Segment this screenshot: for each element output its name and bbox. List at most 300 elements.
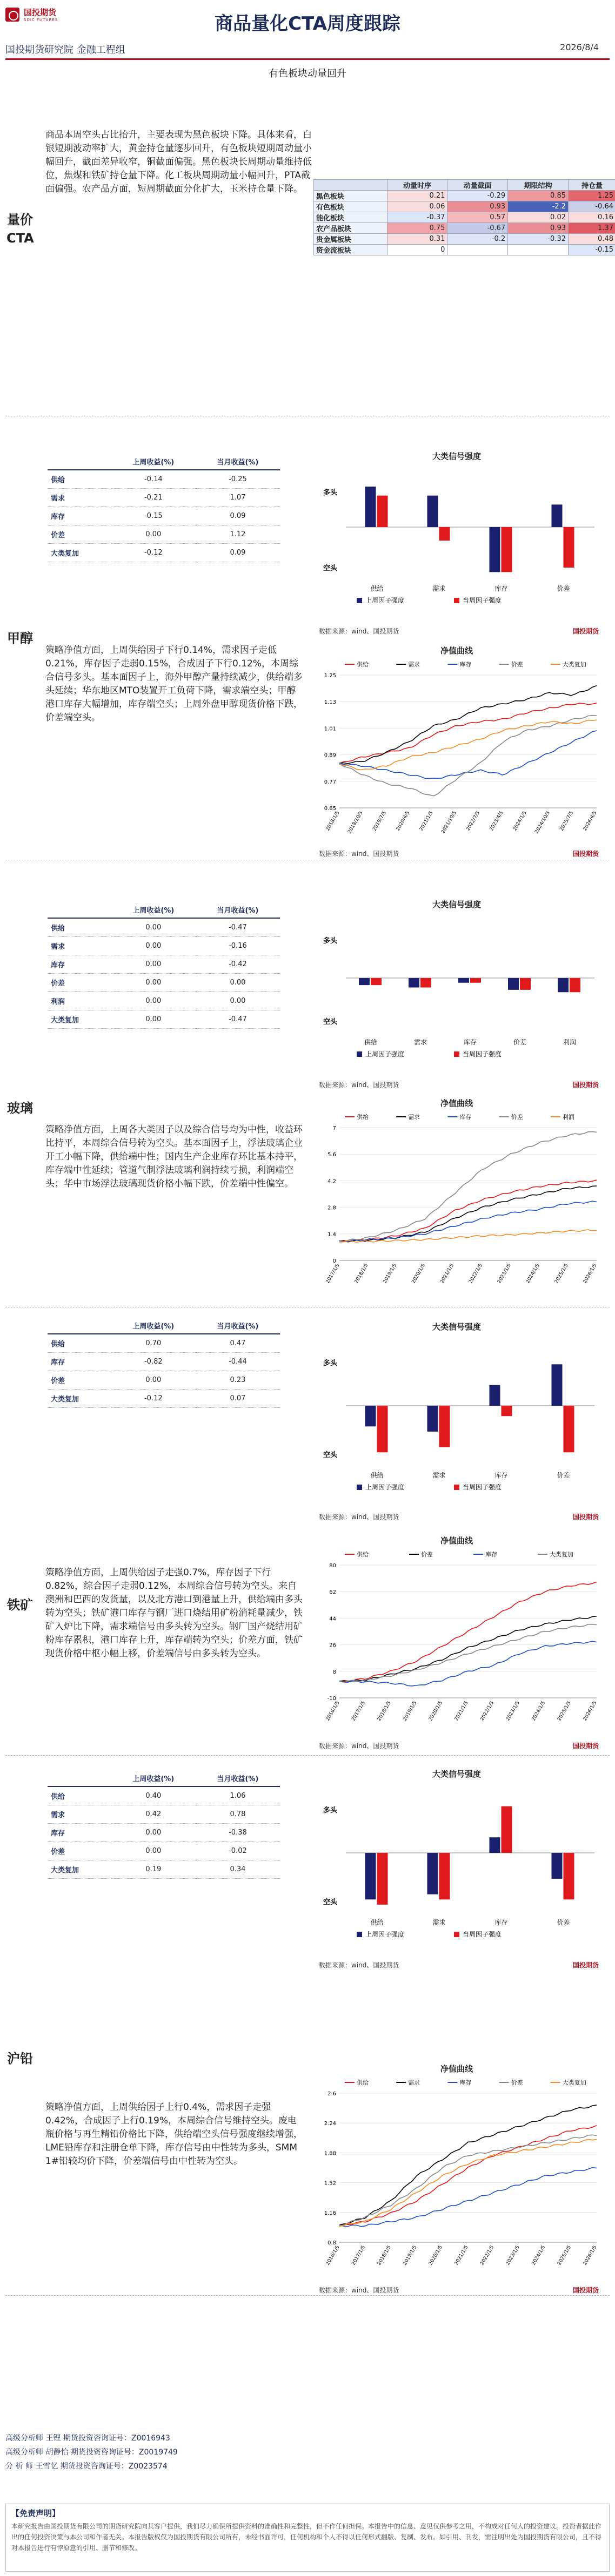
row-label: 供给	[48, 1786, 111, 1805]
analyst-line-3: 分 析 师 王雪忆 期货投资咨询证号：Z0023574	[5, 2462, 168, 2471]
legend-label: 需求	[408, 2079, 420, 2086]
x-tick-label: 2022/1/5	[468, 1263, 484, 1285]
section-label-iron: 铁矿	[7, 1597, 33, 1613]
x-tick-label: 2020/1/5	[411, 1263, 427, 1285]
signal-bar	[427, 1406, 438, 1432]
table-cell: -0.47	[196, 1010, 280, 1028]
y-tick-label: 7	[332, 1125, 336, 1131]
category-label: 库存	[494, 1919, 508, 1926]
signal-bar	[365, 487, 376, 527]
legend-label: 当周因子强度	[463, 597, 502, 604]
table-cell: -0.82	[111, 1352, 196, 1371]
section-divider	[5, 1755, 610, 1756]
table-cell: -0.44	[196, 1352, 280, 1371]
x-tick-label: 2024/1/5	[531, 1700, 547, 1722]
table-cell: 0.00	[111, 1823, 196, 1842]
table-cell: -0.32	[508, 234, 569, 245]
table-cell: 0.93	[508, 223, 569, 234]
table-cell: 0.09	[196, 507, 280, 525]
table-row	[48, 1010, 280, 1028]
report-title: 商品量化CTA周度跟踪	[215, 13, 400, 35]
x-tick-label: 2021/1/5	[439, 1263, 456, 1285]
signal-bar	[552, 504, 563, 527]
table-cell: 0.19	[111, 1860, 196, 1878]
x-tick-label: 2020/4/5	[395, 810, 411, 832]
table-cell: 0.31	[387, 234, 447, 245]
row-label: 价差	[48, 1371, 111, 1389]
table-cell	[447, 245, 508, 255]
series-line	[339, 2168, 597, 2227]
short-label: 空头	[323, 564, 338, 572]
lead-summary: 策略净值方面，上周供给因子上行0.4%，需求因子走强0.42%，合成因子上行0.19%，本周综合信号维持空头。废电瓶价格与再生精铅价格比下降，供给端空头信号强度继续增强，LME铅库存和注册仓单下降，库存信号由中性转为多头，SMM 1#铅较均价下降，价差端信号由中性转为空头。	[45, 2102, 303, 2167]
signal-bar	[490, 1837, 500, 1853]
legend-label: 供给	[357, 2079, 369, 2086]
signal-bar	[490, 527, 500, 572]
signal-bar	[427, 496, 438, 527]
column-header: 持仓量	[569, 180, 615, 191]
table-cell: -2.2	[508, 201, 569, 212]
row-label: 库存	[48, 955, 111, 973]
brand-mark: 国投期货	[573, 628, 599, 635]
lead-signal-chart	[313, 1780, 605, 1958]
legend-label: 当周因子强度	[463, 1931, 502, 1938]
x-tick-label: 2023/4/5	[489, 810, 505, 832]
y-tick-label: 0	[332, 1258, 336, 1264]
table-row	[48, 507, 280, 525]
x-tick-label: 2016/1/5	[325, 1700, 341, 1722]
table-cell: 0.47	[196, 1334, 280, 1352]
legend-swatch	[454, 598, 459, 603]
signal-bar	[502, 1806, 512, 1853]
x-tick-label: 2026/4/5	[582, 810, 598, 832]
column-header: 当月收益(%)	[196, 454, 280, 470]
table-cell: 0.00	[111, 1371, 196, 1389]
signal-bar	[365, 1406, 376, 1426]
signal-bar	[371, 978, 382, 985]
table-header-row	[48, 1318, 280, 1334]
short-label: 空头	[323, 1018, 338, 1026]
x-tick-label: 2023/1/5	[505, 2244, 521, 2267]
legend-label: 需求	[408, 661, 420, 668]
table-row	[314, 201, 615, 212]
table-cell: 0.78	[196, 1805, 280, 1823]
row-label: 价差	[48, 973, 111, 992]
x-tick-label: 2021/1/5	[418, 810, 434, 832]
table-row	[314, 234, 615, 245]
signal-bar	[359, 978, 370, 985]
y-tick-label: 2.8	[327, 1205, 336, 1211]
row-label: 大类复加	[48, 1010, 111, 1028]
legend-label: 库存	[459, 2079, 472, 2086]
series-line	[339, 1186, 597, 1242]
y-tick-label: 4.2	[327, 1178, 336, 1185]
table-cell: 0.93	[447, 201, 508, 212]
table-header-row	[48, 454, 280, 470]
y-tick-label: 0.89	[324, 752, 336, 759]
table-cell: 0	[387, 245, 447, 255]
signal-bar	[439, 1853, 450, 1899]
row-label: 需求	[48, 1805, 111, 1823]
signal-bar	[420, 978, 431, 988]
table-cell: -0.29	[447, 191, 508, 201]
x-tick-label: 2021/1/5	[453, 2244, 470, 2267]
row-label: 利润	[48, 992, 111, 1010]
x-tick-label: 2022/1/5	[479, 1700, 496, 1722]
series-line	[339, 1624, 597, 1682]
table-cell: 0.00	[196, 992, 280, 1010]
signal-bar	[564, 1406, 574, 1452]
table-cell: -0.37	[387, 212, 447, 223]
glass-signal-title: 大类信号强度	[432, 900, 481, 909]
table-cell: -0.38	[196, 1823, 280, 1842]
legend-label: 当周因子强度	[463, 1483, 502, 1491]
table-cell: 0.09	[196, 543, 280, 562]
table-cell: -0.12	[111, 543, 196, 562]
table-row	[48, 543, 280, 562]
table-cell: 0.00	[111, 973, 196, 992]
x-tick-label: 2017/1/5	[351, 2244, 367, 2267]
glass-factor-table	[48, 902, 280, 1029]
signal-bar	[564, 1853, 574, 1899]
signal-bar	[490, 1385, 500, 1406]
category-label: 需求	[432, 1919, 446, 1926]
legend-label: 库存	[485, 1551, 497, 1558]
row-label: 库存	[48, 507, 111, 525]
column-header	[48, 902, 111, 918]
legend-label: 大类复加	[562, 2079, 586, 2086]
legend-swatch	[357, 598, 362, 603]
table-cell: 0.40	[111, 1786, 196, 1805]
table-row	[314, 223, 615, 234]
methanol-signal-title: 大类信号强度	[432, 451, 481, 461]
column-header: 上周收益(%)	[111, 454, 196, 470]
column-header: 当月收益(%)	[196, 902, 280, 918]
methanol-net-chart	[313, 657, 605, 846]
column-header: 当月收益(%)	[196, 1770, 280, 1786]
category-label: 库存	[494, 585, 508, 592]
y-tick-label: 0.77	[324, 779, 336, 785]
table-cell: 1.12	[196, 525, 280, 543]
series-line	[339, 1582, 597, 1682]
legend-label: 供给	[357, 1551, 369, 1558]
table-cell: 0.00	[111, 955, 196, 973]
table-row	[48, 1786, 280, 1805]
logo-text: 国投期货	[24, 8, 57, 17]
table-cell: 0.75	[387, 223, 447, 234]
x-tick-label: 2025/1/5	[557, 1700, 572, 1722]
table-cell: 0.00	[196, 973, 280, 992]
table-cell: 1.37	[569, 223, 615, 234]
legend-label: 价差	[421, 1551, 433, 1558]
section-label-glass: 玻璃	[7, 1101, 33, 1116]
category-label: 需求	[432, 585, 446, 592]
table-row	[48, 1389, 280, 1407]
signal-bar	[520, 978, 531, 990]
report-subtitle: 有色板块动量回升	[269, 68, 346, 79]
table-cell: -0.42	[196, 955, 280, 973]
x-tick-label: 2018/1/5	[376, 1700, 392, 1722]
legend-label: 当周因子强度	[463, 1050, 502, 1058]
row-label: 黑色板块	[314, 191, 387, 201]
report-date: 2026/8/4	[560, 42, 599, 52]
x-tick-label: 2018/1/5	[353, 1263, 370, 1285]
table-cell: 0.21	[387, 191, 447, 201]
glass-signal-chart	[313, 911, 605, 1078]
table-cell: -0.15	[569, 245, 615, 255]
iron-factor-table	[48, 1318, 280, 1408]
category-label: 供给	[364, 1039, 378, 1046]
glass-signal-source: 数据来源：wind、国投期货	[319, 1081, 399, 1089]
column-header: 上周收益(%)	[111, 902, 196, 918]
table-cell: 1.07	[196, 488, 280, 507]
y-tick-label: 0.8	[327, 2240, 336, 2246]
y-tick-label: 2.6	[327, 2091, 336, 2097]
logo-subtext: SDIC FUTURES	[24, 18, 58, 22]
brand-mark: 国投期货	[573, 850, 599, 858]
y-tick-label: -10	[327, 1696, 336, 1702]
legend-label: 供给	[357, 1114, 369, 1121]
disclaimer-body: 本研究报告由国投期货有限公司的期货研究院向其客户提供，我们尽力确保所提供资料的准确性和完整性，但不作任何担保。本报告中的信息、意见仅供参考之用，不构成对任何人的投资建议。投资者据此作出的任何投资决策与本公司和作者无关。本报告版权仅为国投期货有限公司所有，未经书面许可，任何机构和个人不得以任何形式翻版、复制、发布。如引用、刊发，需注明出处为国投期货有限公司，且不得对本报告进行有悖原意的引用、删节和修改。	[11, 2523, 602, 2552]
table-row	[48, 1334, 280, 1352]
signal-bar	[552, 1364, 563, 1406]
iron-summary: 策略净值方面，上周供给因子走强0.7%，库存因子下行0.82%，综合因子走弱0.12%，本周综合信号转为空头。来自澳洲和巴西的发货量，以及北方港口到港量上升，供给端由多头转为空头；铁矿港口库存与钢厂进口烧结用矿粉消耗量减少，铁矿入炉比下降，需求端信号由多头转为空头。钢厂国产烧结用矿粉库存累积，港口库存上升，库存端转为空头；价差方面，铁矿现货价格中枢小幅上移，价差端信号由多头转为空头。	[45, 1567, 303, 1659]
analyst-line-2: 高级分析师 胡静怡 期货投资咨询证号：Z0019749	[5, 2448, 178, 2457]
table-cell	[508, 245, 569, 255]
x-tick-label: 2023/1/5	[497, 1263, 512, 1285]
signal-bar	[439, 527, 450, 541]
table-cell: 0.70	[111, 1334, 196, 1352]
x-tick-label: 2022/1/5	[479, 2244, 496, 2267]
table-cell: -0.14	[111, 470, 196, 488]
legend-label: 库存	[459, 661, 472, 668]
table-cell: 0.02	[508, 212, 569, 223]
y-tick-label: 1.4	[327, 1231, 336, 1238]
table-row	[314, 245, 615, 255]
legend-label: 价差	[511, 1114, 523, 1121]
table-row	[48, 1371, 280, 1389]
table-cell: 0.23	[196, 1371, 280, 1389]
methanol-summary: 策略净值方面，上周供给因子下行0.14%，需求因子走低0.21%，库存因子走弱0.15%，合成因子下行0.12%，本周综合信号多头。基本面因子上，海外甲醇产量持续减少，供给端多头延续；华东地区MTO装置开工负荷下降，需求端空头；甲醇港口库存大幅增加，库存端空头；上周外盘甲醇现货价格下跌，价差端空头。	[45, 645, 303, 723]
legend-label: 价差	[511, 2079, 523, 2086]
row-label: 大类复加	[48, 1860, 111, 1878]
iron-signal-chart	[313, 1333, 605, 1511]
table-cell: 0.00	[111, 1010, 196, 1028]
org-line: 国投期货研究院 金融工程组	[5, 44, 125, 56]
short-label: 空头	[323, 1898, 338, 1906]
iron-signal-source: 数据来源：wind、国投期货	[319, 1513, 399, 1521]
column-header: 动量时序	[387, 180, 447, 191]
row-label: 价差	[48, 525, 111, 543]
table-cell: 0.06	[387, 201, 447, 212]
signal-bar	[558, 978, 569, 992]
row-label: 库存	[48, 1352, 111, 1371]
table-cell: 0.34	[196, 1860, 280, 1878]
cta-summary: 商品本周空头占比抬升，主要表现为黑色板块下降。具体来看，白银短期波动率扩大，黄金持仓量逐步回升，有色板块短期周动量小幅回升，截面差异收窄，铜截面偏强。黑色板块长周期动量维持低位，焦煤和铁矿持仓量下降。化工板块周期动量小幅回升，PTA截面偏强。农产品方面，短周期截面分化扩大，玉米持仓量下降。	[45, 130, 312, 194]
table-cell: 0.48	[569, 234, 615, 245]
x-tick-label: 2019/7/5	[372, 810, 388, 832]
table-cell: 0.00	[111, 1842, 196, 1860]
methanol-net-title: 净值曲线	[440, 646, 473, 656]
column-header: 动量截面	[447, 180, 508, 191]
x-tick-label: 2019/1/5	[402, 2244, 418, 2267]
table-cell: 0.42	[111, 1805, 196, 1823]
section-label-lead: 沪铅	[7, 2051, 33, 2066]
table-cell: -0.12	[111, 1389, 196, 1407]
table-cell: 0.00	[111, 525, 196, 543]
y-tick-label: 5.6	[327, 1152, 336, 1158]
legend-swatch	[357, 1932, 362, 1937]
brand-mark: 国投期货	[573, 2287, 599, 2294]
column-header	[48, 1318, 111, 1334]
category-label: 供给	[370, 1919, 384, 1926]
column-header	[48, 1770, 111, 1786]
column-header: 上周收益(%)	[111, 1770, 196, 1786]
table-cell: 0.16	[569, 212, 615, 223]
column-header: 上周收益(%)	[111, 1318, 196, 1334]
table-row	[48, 918, 280, 936]
y-tick-label: 8	[332, 1669, 336, 1675]
x-tick-label: 2025/7/5	[559, 810, 575, 832]
table-header-row	[48, 902, 280, 918]
category-label: 供给	[370, 585, 384, 592]
x-tick-label: 2018/10/5	[347, 810, 364, 835]
brand-mark: 国投期货	[573, 1961, 599, 1969]
table-header-row	[314, 180, 615, 191]
lead-net-title: 净值曲线	[440, 2064, 473, 2074]
disclaimer-title: 【免责声明】	[11, 2508, 61, 2518]
x-tick-label: 2019/1/5	[402, 1700, 418, 1722]
x-tick-label: 2023/1/5	[505, 1700, 521, 1722]
x-tick-label: 2018/1/5	[376, 2244, 392, 2267]
lead-factor-table	[48, 1770, 280, 1879]
cta-signal-table	[313, 179, 615, 255]
table-row	[48, 955, 280, 973]
category-label: 价差	[557, 585, 570, 592]
series-line	[339, 1180, 597, 1242]
category-label: 需求	[413, 1039, 427, 1046]
table-cell: 1.25	[569, 191, 615, 201]
legend-label: 供给	[357, 661, 369, 668]
lead-signal-source: 数据来源：wind、国投期货	[319, 1961, 399, 1969]
y-tick-label: 80	[329, 1563, 336, 1569]
y-tick-label: 2.24	[324, 2121, 336, 2127]
table-cell: -0.16	[196, 936, 280, 955]
series-line	[339, 1230, 597, 1242]
table-row	[48, 1823, 280, 1842]
methanol-signal-source: 数据来源：wind、国投期货	[319, 628, 399, 635]
x-tick-label: 2016/1/5	[325, 2244, 341, 2267]
legend-swatch	[454, 1932, 459, 1937]
signal-bar	[458, 978, 469, 983]
y-tick-label: 1.13	[324, 699, 336, 706]
table-cell: 1.06	[196, 1786, 280, 1805]
section-label-cta: 量价CTA	[6, 212, 34, 246]
legend-label: 上周因子强度	[365, 1050, 405, 1058]
row-label: 能化板块	[314, 212, 387, 223]
iron-net-title: 净值曲线	[440, 1536, 473, 1546]
table-cell: -0.2	[447, 234, 508, 245]
signal-bar	[439, 1406, 450, 1447]
row-label: 价差	[48, 1842, 111, 1860]
table-row	[314, 212, 615, 223]
signal-bar	[365, 1853, 376, 1899]
y-tick-label: 1.52	[324, 2180, 336, 2187]
signal-bar	[570, 978, 580, 992]
analyst-line-1: 高级分析师 王锂 期货投资咨询证号：Z0016943	[5, 2434, 170, 2443]
x-tick-label: 2026/1/5	[582, 1263, 598, 1285]
category-label: 库存	[463, 1039, 477, 1046]
x-tick-label: 2026/1/5	[582, 2244, 598, 2267]
legend-label: 价差	[511, 661, 523, 668]
column-header: 期限结构	[508, 180, 569, 191]
category-label: 价差	[557, 1919, 570, 1926]
long-label: 多头	[323, 1359, 338, 1367]
header-rule	[5, 58, 610, 60]
category-label: 库存	[494, 1472, 508, 1479]
signal-bar	[470, 978, 481, 983]
x-tick-label: 2026/1/5	[582, 1700, 598, 1722]
table-cell: 0.00	[111, 918, 196, 936]
y-tick-label: 62	[329, 1589, 336, 1596]
table-row	[48, 1352, 280, 1371]
table-row	[48, 525, 280, 543]
signal-bar	[552, 1853, 563, 1879]
methanol-signal-chart	[313, 462, 605, 624]
x-tick-label: 2025/1/5	[553, 1263, 570, 1285]
y-tick-label: 26	[329, 1642, 336, 1649]
legend-swatch	[357, 1051, 362, 1057]
series-line	[339, 2135, 597, 2226]
section-divider	[5, 2295, 610, 2296]
brand-mark: 国投期货	[573, 1081, 599, 1089]
table-cell: 0.00	[111, 992, 196, 1010]
series-line	[339, 686, 597, 764]
table-cell: -0.21	[111, 488, 196, 507]
x-tick-label: 2022/7/5	[465, 810, 482, 832]
x-tick-label: 2019/1/5	[382, 1263, 398, 1285]
y-tick-label: 1.88	[324, 2150, 336, 2157]
table-cell: 0.00	[111, 936, 196, 955]
legend-swatch	[454, 1485, 459, 1490]
column-header	[314, 180, 387, 191]
table-cell: -0.67	[447, 223, 508, 234]
signal-bar	[502, 1406, 512, 1416]
table-row	[48, 936, 280, 955]
category-label: 价差	[557, 1472, 570, 1479]
series-line	[339, 1641, 597, 1686]
disclaimer-box	[5, 2504, 610, 2572]
row-label: 供给	[48, 1334, 111, 1352]
long-label: 多头	[323, 937, 338, 945]
lead-net-chart	[313, 2075, 605, 2280]
table-cell: -0.15	[111, 507, 196, 525]
lead-signal-title: 大类信号强度	[432, 1769, 481, 1779]
column-header	[48, 454, 111, 470]
table-row	[48, 1805, 280, 1823]
series-line	[339, 2126, 597, 2226]
table-cell: 0.85	[508, 191, 569, 201]
table-row	[48, 488, 280, 507]
series-line	[339, 1132, 597, 1242]
row-label: 大类复加	[48, 1389, 111, 1407]
legend-label: 上周因子强度	[365, 597, 405, 604]
category-label: 供给	[370, 1472, 384, 1479]
table-cell: -0.25	[196, 470, 280, 488]
row-label: 供给	[48, 918, 111, 936]
brand-mark: 国投期货	[573, 1742, 599, 1750]
signal-bar	[508, 978, 519, 990]
legend-label: 需求	[408, 1114, 420, 1121]
